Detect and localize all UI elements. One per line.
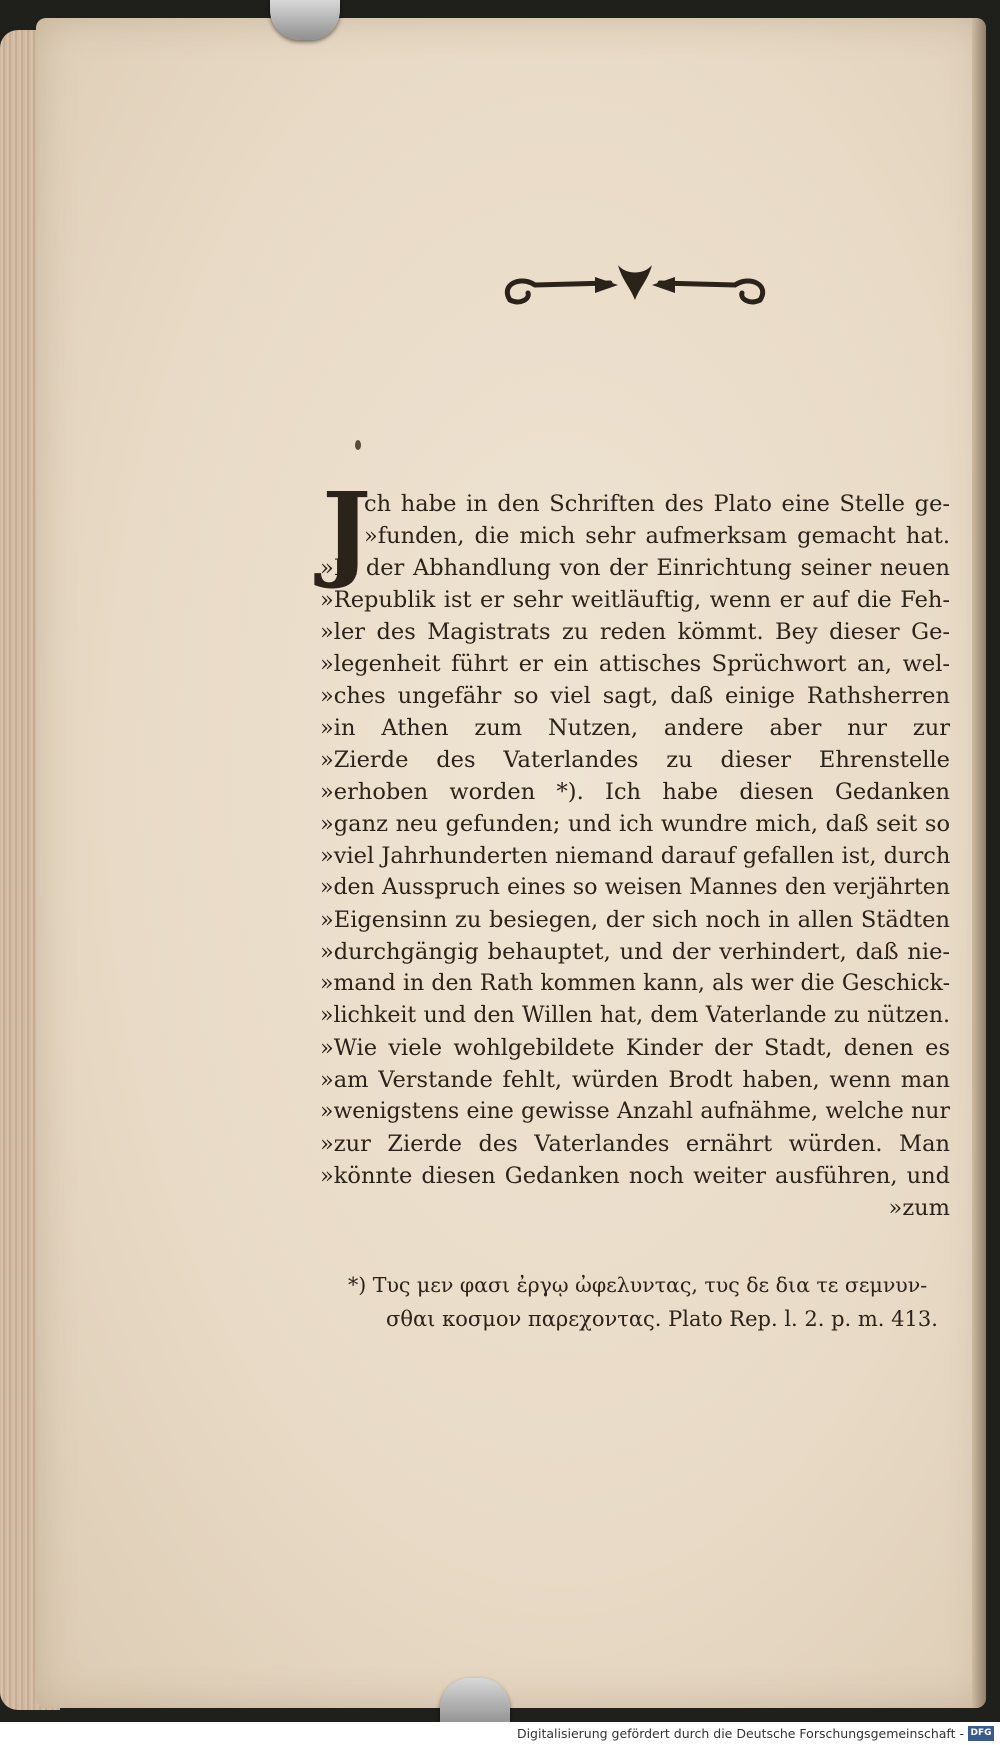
text-line: »lichkeit und den Willen hat, dem Vaterlande zu nützen. — [320, 1003, 950, 1028]
text-line: »Eigensinn zu besiegen, der sich noch in allen Städten — [320, 907, 950, 933]
text-line: »Republik ist er sehr weitläuftig, wenn er auf die Feh- — [320, 587, 950, 613]
header-ornament — [500, 255, 770, 315]
footnote-line: σθαι κοσμον παρεχοντας. Plato Rep. l. 2. p. m. 413. — [386, 1307, 938, 1331]
text-line: »erhoben worden *). Ich habe diesen Gedanken — [320, 779, 950, 805]
digitization-credit: Digitalisierung gefördert durch die Deutsche Forschungsgemeinschaft - — [516, 1726, 964, 1741]
text-line: »zur Zierde des Vaterlandes ernährt würden. Man — [320, 1131, 950, 1157]
text-line: ch habe in den Schriften des Plato eine Stelle ge- — [364, 491, 950, 517]
bottom-book-clip — [440, 1678, 510, 1726]
ink-speck — [355, 440, 361, 450]
text-line: »mand in den Rath kommen kann, als wer die Geschick- — [320, 971, 950, 996]
text-line: »ganz neu gefunden; und ich wundre mich, daß seit so — [320, 811, 950, 837]
text-line: »viel Jahrhunderten niemand darauf gefallen ist, durch — [320, 843, 951, 869]
footnote — [348, 1268, 938, 1336]
dfg-logo-icon: DFG — [968, 1726, 994, 1741]
text-line: »In der Abhandlung von der Einrichtung seiner neuen — [320, 555, 950, 581]
text-line: »legenheit führt er ein attisches Sprüchwort an, wel- — [320, 651, 950, 677]
main-text-block — [320, 469, 951, 1224]
drop-cap: J — [322, 469, 372, 592]
text-line: »Zierde des Vaterlandes zu dieser Ehrenstelle — [320, 747, 950, 773]
text-line: »in Athen zum Nutzen, andere aber nur zur — [320, 715, 950, 741]
text-line: »wenigstens eine gewisse Anzahl aufnähme, welche nur — [320, 1099, 950, 1124]
footnote-line: *) Τυς μεν φασι ἐργῳ ὠφελυντας, τυς δε δια τε σεμνυν- — [348, 1273, 928, 1297]
text-line: »Wie viele wohlgebildete Kinder der Stadt, denen es — [320, 1035, 950, 1061]
catchword: »zum — [888, 1195, 950, 1221]
text-line: »ches ungefähr so viel sagt, daß einige Rathsherren — [320, 683, 950, 709]
text-line: »funden, die mich sehr aufmerksam gemacht hat. — [364, 523, 950, 549]
text-line: »könnte diesen Gedanken noch weiter ausführen, und — [320, 1163, 950, 1189]
text-line: »den Ausspruch eines so weisen Mannes den verjährten — [320, 875, 950, 900]
page-gutter-shadow — [972, 18, 986, 1708]
text-line: »ler des Magistrats zu reden kömmt. Bey dieser Ge- — [320, 619, 950, 645]
text-line: »am Verstande fehlt, würden Brodt haben, wenn man — [320, 1067, 950, 1093]
text-line: »durchgängig behauptet, und der verhindert, daß nie- — [320, 939, 950, 965]
